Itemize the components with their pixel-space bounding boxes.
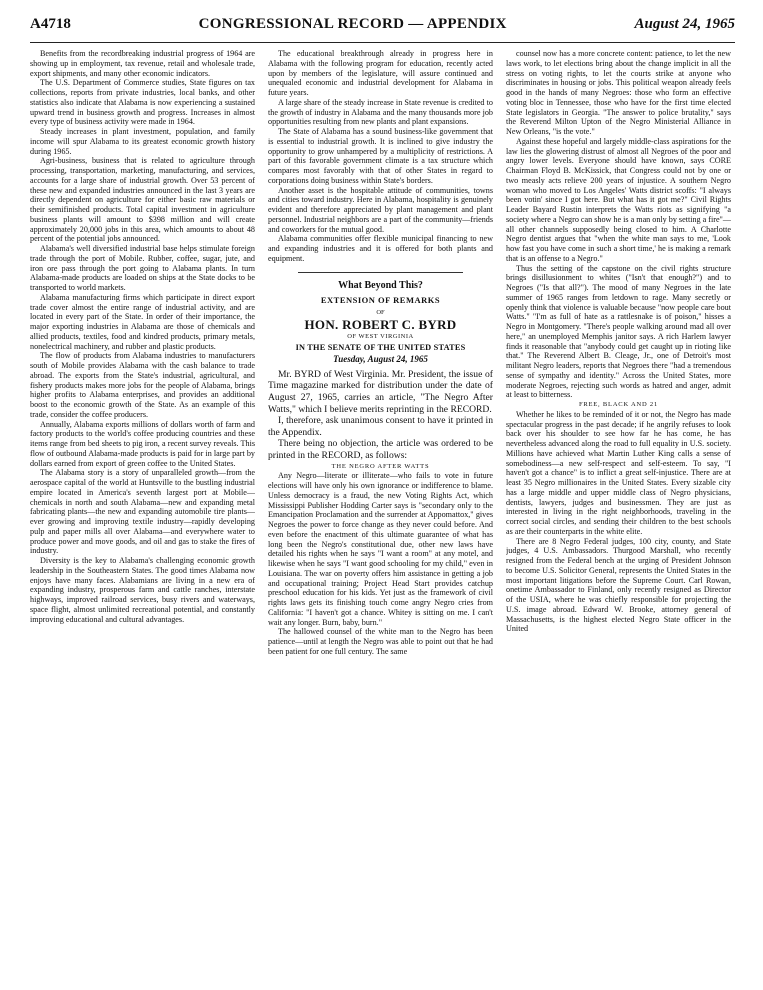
paragraph: Steady increases in plant investment, population, and family income will spur Alabama to its greatest economic growth history during 1965. xyxy=(30,127,255,156)
article-headline: What Beyond This? xyxy=(338,279,423,291)
paragraph: The hallowed counsel of the white man to the Negro has been patience—until at length the Negro was able to point out that he had been patient for one full century. The same xyxy=(268,627,493,656)
masthead xyxy=(30,16,735,40)
paragraph: The U.S. Department of Commerce studies, State figures on tax collections, reports from private industries, local banks, and other statistics also indicate that Alabama is now experiencing a sustained upward trend in business growth and progress. Increases in almost every type of business activity were made in 1964. xyxy=(30,78,255,127)
paragraph: Another asset is the hospitable attitude of communities, towns and cities toward industry. Here in Alabama, hospitality is genuinely evident and therefore appreciated by plant management and plant personnel. Industrial neighbors are a part of the community—friends and coworkers for the mutual good. xyxy=(268,185,493,234)
paragraph: The educational breakthrough already in progress here in Alabama with the following program for education, recently acted upon by members of the legislature, will assure continued and unequaled economic and industrial development for Alabama in future years. xyxy=(268,49,493,97)
page-number: A4718 xyxy=(30,16,71,32)
speaker-name: HON. ROBERT C. BYRD xyxy=(304,316,457,332)
paragraph: Thus the setting of the capstone on the civil rights structure brings disillusionment to whites ("Isn't that enough?") and to Negroes ("Is that all?"). The mood of many Negroes in the late summer of 1965 ranges from letdown to rage. Many secretly or openly think that violence is valuable because "now people care bout Watts." "I'm as full of hate as a rattlesnake is of poison," hisses a Negro in Montgomery. "There's people walking around mad all over here," an unemployed Memphis janitor says. A rich Harlem lawyer finds it reasonable that "anybody could get caught up in rioting like that." The Reverend Albert B. Cleage, Jr., one of Detroit's most militant Negro leaders, reports that Negroes there "had a tremendous sense of sympathy and identity." Across the United States, more moderate Negroes, rejecting such words as hatred and anger, admit at least to bitterness. xyxy=(506,263,731,400)
column-1 xyxy=(30,49,255,989)
article-title: THE NEGRO AFTER WATTS xyxy=(331,462,430,470)
chamber: IN THE SENATE OF THE UNITED STATES xyxy=(295,343,466,353)
session-date: Tuesday, August 24, 1965 xyxy=(333,354,428,364)
speaker-state: OF WEST VIRGINIA xyxy=(347,332,414,340)
paragraph: I, therefore, ask unanimous consent to have it printed in the Appendix. xyxy=(268,415,493,438)
paragraph: Alabama manufacturing firms which participate in direct export trade cover almost the entire range of industrial activity, and are located in every part of the State. In order of their importance, the major exporting industries in Alabama are those of chemicals and allied products, textiles, food and kindred products, primary metals, nonelectrical machinery, and rubber and plastic products. xyxy=(30,292,255,351)
publication-title: CONGRESSIONAL RECORD — APPENDIX xyxy=(198,16,507,32)
column-2 xyxy=(268,49,493,989)
paragraph: Mr. BYRD of West Virginia. Mr. President, the issue of Time magazine marked for distribution under the date of August 27, 1965, carries an article, "The Negro After Watts," which I believe merits reprinting in the RECORD. xyxy=(268,368,493,415)
paragraph: Alabama's well diversified industrial base helps stimulate foreign trade through the port of Mobile. Rubber, coffee, sugar, jute, and iron ore pass through the port going to Alabama plants. In turn Alabama-made products are loaded on ships at the State docks to be transported to world markets. xyxy=(30,244,255,292)
paragraph: There are 8 Negro Federal judges, 100 city, county, and State judges, 4 U.S. Ambassadors. Thurgood Marshall, who recently resigned from the Federal bench at the urging of President Johnson to become U.S. Solicitor General, represents the United States in the most important litigations before the Supreme Court. Carl Rowan, onetime Ambassador to Finland, only recently resigned as Director of the USIA, where he was chiefly responsible for projecting the U.S. image abroad. Edward W. Brooke, attorney general of Massachusetts, is the highest elected Negro State officer in the United xyxy=(506,536,731,634)
section-divider xyxy=(298,272,463,273)
extension-heading xyxy=(268,281,493,365)
paragraph: counsel now has a more concrete content: patience, to let the new laws work, to let elections bring about the change implicit in all the stress on voting rights, to let the courts strike at anyone who discriminates in housing or jobs. This political weapon already feels good in the hands of many Negroes: those who form an effective voting bloc in Tennessee, those who have for the first time elected State legislators in Georgia. "The answer to police brutality," says the Reverend Milton Upton of the Negro Ministerial Alliance in New Orleans, "is the vote." xyxy=(506,49,731,136)
paragraph: Any Negro—literate or illiterate—who fails to vote in future elections will have only his own ignorance or indifference to blame. Unless democracy is a fraud, the new Voting Rights Act, which Mississippi Publisher Hodding Carter says is "secondary only to the Emancipation Proclamation and the surrender at Appomattox," gives Negroes the power to force change as they never could before. And even before the enactment of this ultimate guarantee of what has long been the Negro's constitutional due, other new laws have detailed his rights when he says "I want a room" at any motel, and likewise when he says "I want good schooling for my child," even in Louisiana. The war on poverty offers him assistance in getting a job and occupational training; Project Head Start provides catchup preschool education for his kids. Yet just as the framework of civil rights laws gets its finishing touch come angry Negro cries from California: "I haven't got a chance. Whitey is sitting on me. I can't wait any longer. Burn, baby, burn." xyxy=(268,471,493,627)
paragraph: Against these hopeful and largely middle-class aspirations for the law lies the glowering distrust of almost all Negroes of the poor and angry lower levels. Everyone should have known, says CORE Chairman Floyd B. McKissick, that Congress could not by one or two measly acts relieve 200 years of injustice. A southern Negro woman who moved to Los Angeles' Watts district scoffs: "I always been votin' since I got here. But what has it got me?" Civil Rights Leader Bayard Rustin interprets the Watts riots as signifying "a society where a Negro can show he is a man only by setting a fire"—all other channels supposedly being closed to him. A Charlotte Negro dentist argues that "when the white man says to me, 'Look how fast you have come in such a short time,' he is making a remark that is an offense to a Negro." xyxy=(506,136,731,263)
paragraph: The flow of products from Alabama industries to manufacturers south of Mobile provides Alabama with the cash balance to trade abroad. The exports from the State's industrial, agricultural, and fishery products makes more jobs for the people of Alabama, brings higher profits to Alabama enterprises, and provides an additional boost to the economic growth of the State. As an example of this trade, consider the coffee producers. xyxy=(30,351,255,419)
paragraph: The Alabama story is a story of unparalleled growth—from the aerospace capital of the world at Huntsville to the bustling industrial empire located in America's seventh largest port at Mobile—chemicals in north and south Alabama—new and expanding metal fabricating plants—the new and expanding automobile tire plants—ever growing and improving textile industry—rapidly developing pulp and paper mills all over Alabama—and everywhere water to produce power and move goods, and oil and gas to stake the fires of industry. xyxy=(30,468,255,556)
header-rule xyxy=(30,42,735,43)
paragraph: Alabama communities offer flexible municipal financing to new and expanding industries and it is offered for both plants and equipment. xyxy=(268,234,493,263)
paragraph: Benefits from the recordbreaking industrial progress of 1964 are showing up in employment, tax revenue, retail and wholesale trade, export shipments, and many other economic indicators. xyxy=(30,49,255,78)
column-3 xyxy=(506,49,731,989)
extension-kicker: EXTENSION OF REMARKS xyxy=(320,295,441,306)
paragraph: The State of Alabama has a sound business-like government that is essential to industrial growth. It is inclined to give industry the opportunity to grow unhampered by a multiplicity of restrictions. A part of this favorable government climate is a tax structure which compares most favorably with that of other States in regard to corporations doing business within State's borders. xyxy=(268,127,493,185)
paragraph: Whether he likes to be reminded of it or not, the Negro has made spectacular progress in the past decade; if he angrily refuses to look back over his shoulder to see how far he has come, he has nevertheless advanced along the road to full equality in U.S. society. Millions have achieved what Martin Luther King calls a sense of somebodiness—a new self-respect and self-esteem. To say, "I haven't got a chance" is to inflict a great self-injustice. There are at least 35 Negro millionaires in the United States. Every sizable city has a large middle and upper middle class of Negro physicians, dentists, lawyers, judges and businessmen. They are just as interested in living in the right neighborhoods, traveling in the correct social circles, and sending their children to the best schools as are their counterparts in the white elite. xyxy=(506,409,731,536)
subsection-title: FREE, BLACK AND 21 xyxy=(578,401,659,408)
paragraph: Agri-business, business that is related to agriculture through processing, transportation, marketing, manufacturing, and services, accounts for a large share of industrial growth. Over 53 percent of these new and expanded industries announced in the last 3 years are directly dependent on agriculture for either basic raw materials or their semifinished products. Total capital investment in agriculture business plants will amount to $398 million and will create approximately 20,000 jobs in this area, which amounts to about 48 percent of the potential jobs announced. xyxy=(30,156,255,244)
of-label: OF xyxy=(376,309,385,316)
paragraph: A large share of the steady increase in State revenue is credited to the growth of industry in Alabama and the many thousands more job opportunities resulting from new plants and plant expansions. xyxy=(268,97,493,127)
columns xyxy=(30,49,735,989)
paragraph: There being no objection, the article was ordered to be printed in the RECORD, as follows: xyxy=(268,438,493,461)
paragraph: Diversity is the key to Alabama's challenging economic growth leadership in the Southeastern States. The good times Alabama now enjoys have many faces. Alabamians are living in a new era of expanding industry, prosperous farm and cattle ranches, interstate highways, improved railroad services, busy rivers and waterways, space flight, almost unlimited recreational potential, and constantly improving educational and cultural advantages. xyxy=(30,556,255,624)
issue-date: August 24, 1965 xyxy=(634,16,735,32)
paragraph: Annually, Alabama exports millions of dollars worth of farm and factory products to the world's coffee producing countries and these items range from bed sheets to pig iron, a recent survey reveals. This flow of outbound Alabama-made products is paid for in large part by dollars earned from export of green coffee to the United States. xyxy=(30,419,255,468)
